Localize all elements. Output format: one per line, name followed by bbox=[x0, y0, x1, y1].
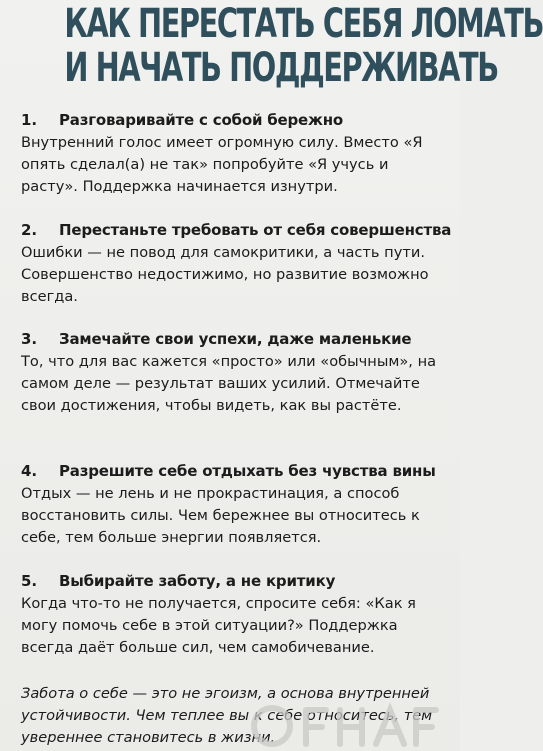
tip-heading-3 bbox=[21, 329, 451, 349]
title-line-1: КАК ПЕРЕСТАТЬ СЕБЯ ЛОМАТЬ bbox=[64, 1, 543, 47]
tip-text: Внутренний голос имеет огромную силу. Вместо «Я опять сделал(а) не так» попробуйте «Я учусь и расту». Поддержка начинается изнутри. bbox=[21, 134, 423, 195]
tip-number: 5. bbox=[21, 572, 38, 590]
tip-heading-text: Выбирайте заботу, а не критику bbox=[59, 572, 336, 590]
tip-item-3 bbox=[21, 329, 451, 417]
tip-item-2 bbox=[21, 220, 451, 308]
tip-heading-2 bbox=[21, 220, 451, 240]
tip-item-4 bbox=[21, 461, 451, 549]
tip-number: 4. bbox=[21, 462, 38, 480]
tip-text: Ошибки — не повод для самокритики, а часть пути. Совершенство недостижимо, но развитие возможно всегда. bbox=[21, 244, 429, 305]
tip-heading-1 bbox=[21, 110, 451, 130]
tip-heading-5 bbox=[21, 571, 451, 591]
tip-heading-text: Перестаньте требовать от себя совершенства bbox=[59, 221, 452, 239]
title-line-2: И НАЧАТЬ ПОДДЕРЖИВАТЬ bbox=[64, 45, 498, 91]
poster-title bbox=[0, 1, 543, 91]
tip-number: 3. bbox=[21, 330, 38, 348]
tip-text: Когда что-то не получается, спросите себя: «Как я могу помочь себе в этой ситуации?» Поддержка всегда даёт больше сил, чем самобичевание. bbox=[21, 595, 416, 656]
tip-item-1 bbox=[21, 110, 451, 198]
tip-number: 1. bbox=[21, 111, 38, 129]
tip-text: Отдых — не лень и не прокрастинация, а способ восстановить силы. Чем бережнее вы относитесь к себе, тем больше энергии появляется. bbox=[21, 485, 420, 546]
tip-heading-text: Разговаривайте с собой бережно bbox=[59, 111, 344, 129]
closing-note: Забота о себе — это не эгоизм, а основа внутренней устойчивости. Чем теплее вы к себе относитесь, тем увереннее становитесь в жизни. bbox=[21, 685, 433, 746]
tip-number: 2. bbox=[21, 221, 38, 239]
tip-item-5 bbox=[21, 571, 451, 659]
tip-heading-text: Замечайте свои успехи, даже маленькие bbox=[59, 330, 412, 348]
tip-heading-4 bbox=[21, 461, 451, 481]
tip-text: То, что для вас кажется «просто» или «обычным», на самом деле — результат ваших усилий. Отмечайте свои достижения, чтобы видеть, как вы растёте. bbox=[21, 353, 437, 414]
tip-heading-text: Разрешите себе отдыхать без чувства вины bbox=[59, 462, 436, 480]
